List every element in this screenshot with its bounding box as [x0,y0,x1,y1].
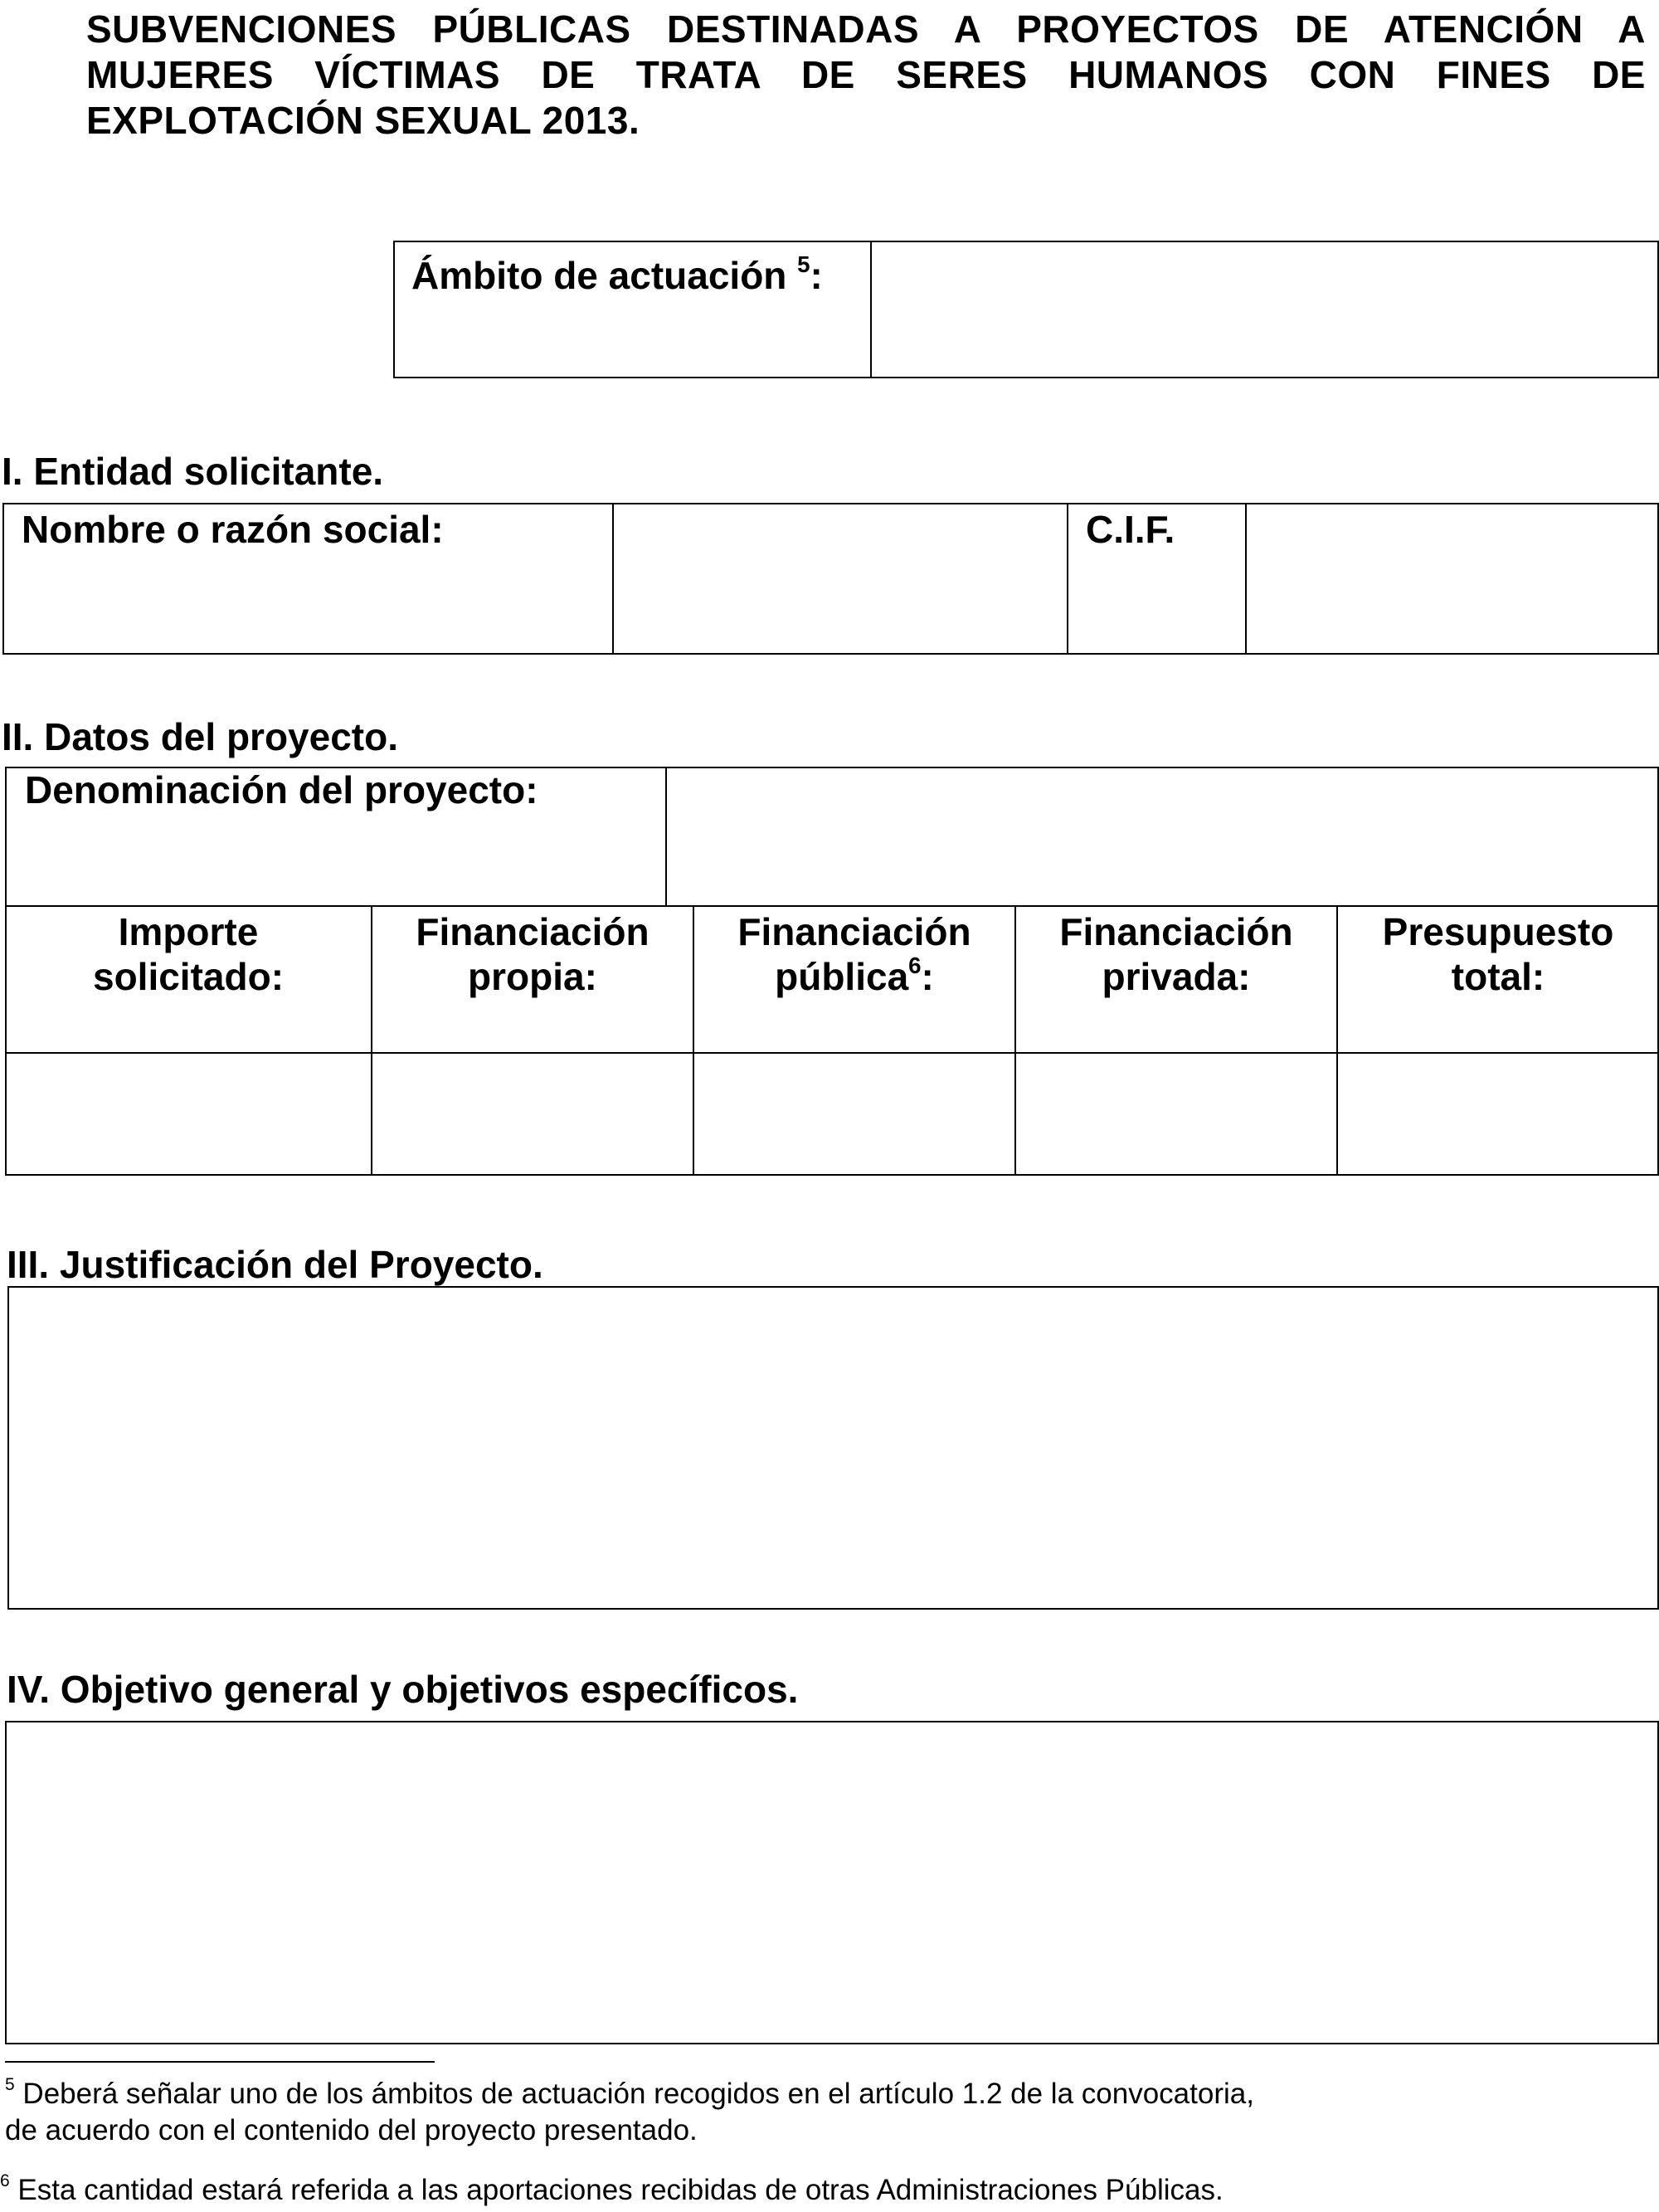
document-title: SUBVENCIONES PÚBLICAS DESTINADAS A PROYECTOS DE ATENCIÓN A MUJERES VÍCTIMAS DE TRATA DE SERES HUMANOS CON FINES DE EXPLOTACIÓN SEXUAL 2013. [86,7,1646,142]
entidad-divider-1 [612,503,614,655]
footnote-6-text: Esta cantidad estará referida a las aportaciones recibidas de otras Administraciones Públicas. [9,2174,1224,2206]
header-total-line1: Presupuesto [1382,910,1614,953]
header-propia-line1: Financiación [416,910,649,953]
importe-value-field[interactable] [8,1055,369,1172]
header-propia-line2: propia: [468,955,597,998]
proyecto-row-divider-1 [5,905,1659,907]
footnote-6 [0,2172,1224,2209]
header-importe-line1: Importe [118,910,259,953]
denominacion-divider [665,767,667,906]
propia-value-field[interactable] [374,1055,691,1172]
entidad-divider-2 [1067,503,1068,655]
header-total-line2: total: [1451,955,1545,998]
proyecto-row-divider-2 [5,1052,1659,1054]
section-3-heading: III. Justificación del Proyecto. [7,1243,543,1286]
header-publica-word: pública [775,955,909,998]
footnote-5-mark: 5 [5,2075,15,2095]
nombre-label: Nombre o razón social: [22,508,444,551]
header-publica-line1: Financiación [737,910,971,953]
cif-value-field[interactable] [1248,506,1656,651]
header-privada-line2: privada: [1102,955,1251,998]
ambito-footnote-ref: 5 [797,251,810,277]
header-importe-line2: solicitado: [92,955,285,998]
ambito-label-text: Ámbito de actuación [411,254,798,297]
header-publica-line2 [694,954,1014,999]
objetivos-field[interactable] [5,1721,1659,2044]
header-importe [7,909,370,999]
justificacion-field[interactable] [7,1286,1659,1610]
header-privada [1016,909,1336,999]
section-1-heading: I. Entidad solicitante. [2,450,384,493]
footnote-5-text: Deberá señalar uno de los ámbitos de actuación recogidos en el artículo 1.2 de la convocatoria, [14,2078,1254,2110]
footnote-separator [5,2061,435,2063]
header-propia [372,909,693,999]
denominacion-label: Denominación del proyecto: [25,768,538,811]
section-4-heading: IV. Objetivo general y objetivos específicos. [7,1668,799,1711]
entidad-divider-3 [1245,503,1247,655]
header-publica-colon: : [921,955,934,998]
denominacion-value-field[interactable] [669,770,1656,903]
ambito-label-colon: : [810,254,823,297]
header-publica-footnote-ref: 6 [908,952,922,978]
footnote-5-line2: de acuerdo con el contenido del proyecto presentado. [5,2114,698,2146]
ambito-label [411,251,823,297]
publica-value-field[interactable] [696,1055,1013,1172]
header-publica [694,909,1014,999]
header-privada-line1: Financiación [1059,910,1293,953]
ambito-value-field[interactable] [873,244,1656,375]
privada-value-field[interactable] [1018,1055,1335,1172]
cif-label: C.I.F. [1086,508,1175,551]
footnote-5-line1 [5,2076,1254,2112]
header-total [1338,909,1658,999]
section-2-heading: II. Datos del proyecto. [2,715,398,758]
footnote-6-mark: 6 [0,2171,10,2191]
nombre-value-field[interactable] [615,506,1065,651]
footnote-5 [5,2076,1254,2149]
ambito-divider [870,241,872,378]
total-value-field[interactable] [1340,1055,1656,1172]
